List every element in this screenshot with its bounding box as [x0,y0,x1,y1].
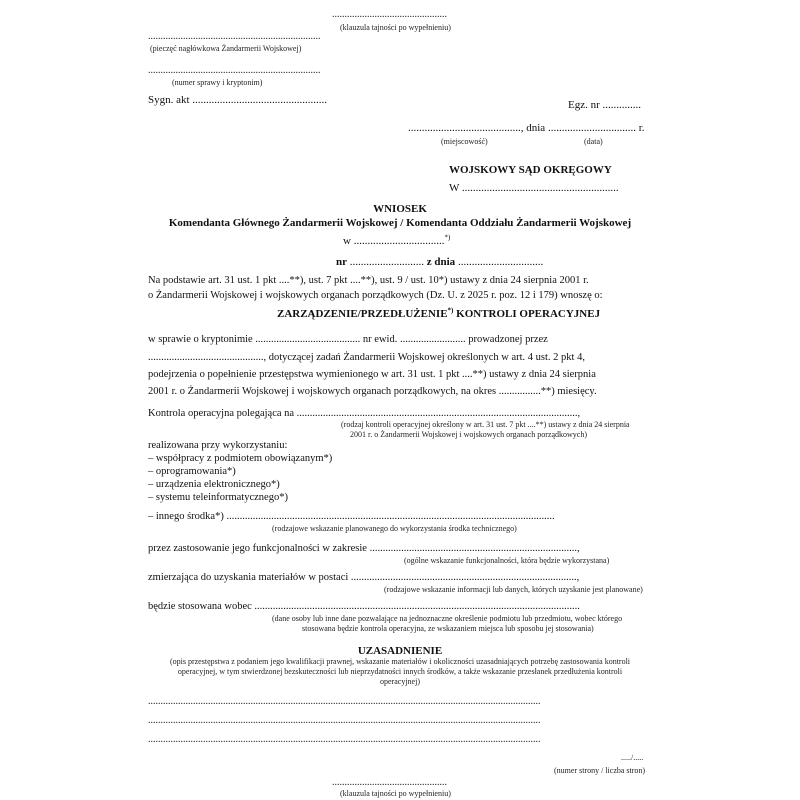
case-line-3: podejrzenia o popełnienie przestępstwa wymienionego w art. 31 ust. 1 pkt ....**) ustawy z dnia 24 sierpnia [148,369,596,380]
case-line-1: w sprawie o kryptonimie ........................................ nr ewid. ......................... prowadzonej przez [148,334,548,345]
against-note-2: stosowana będzie kontrola operacyjna, ze wskazaniem miejsca lub sposobu jej stosowania) [302,624,594,633]
sygn-akt-line: Sygn. akt ................................................. [148,94,328,106]
bottom-clause-dots: .............................................. [332,777,447,788]
materials-note: (rodzajowe wskazanie informacji lub danych, których uzyskanie jest planowane) [384,585,643,594]
control-note-1: (rodzaj kontroli operacyjnej określony w art. 31 ust. 7 pkt ....**) ustawy z dnia 24 sierpnia [341,420,630,429]
stamp-label: (pieczęć nagłówkowa Żandarmerii Wojskowej) [150,44,302,53]
against-line: będzie stosowana wobec ............................................................................................................................ [148,601,580,612]
request-title: WNIOSEK [373,203,427,215]
case-line-2: ............................................, dotyczącej zadań Żandarmerii Wojskowej określonych w art. 4 ust. 2 pkt 4, [148,352,585,363]
control-line: Kontrola operacyjna polegająca na ..........................................................................................................., [148,408,581,419]
court-w-line: W ......................................................... [449,182,619,194]
justification-line-1: ............................................................................................................................................................. [148,696,541,707]
realized-label: realizowana przy wykorzystaniu: [148,440,288,451]
place-label: (miejscowość) [441,137,488,146]
justification-line-2: ............................................................................................................................................................. [148,715,541,726]
justification-note-1: (opis przestępstwa z podaniem jego kwalifikacji prawnej, wskazanie materiałów i okoliczności uzasadniających potrzebę zastosowania kontroli [169,657,631,666]
functionality-note: (ogólne wskazanie funkcjonalności, która będzie wykorzystana) [404,556,610,565]
date-label: (data) [584,137,603,146]
request-nr-date-line: nr ........................... z dnia ............................... [336,256,544,268]
egz-nr-line: Egz. nr .............. [568,99,642,111]
basis-line-1: Na podstawie art. 31 ust. 1 pkt ....**), ust. 7 pkt ....**), ust. 9 / ust. 10*) ustawy z dnia 24 sierpnia 2001 r. [148,275,589,286]
justification-note-2: operacyjnej, w tym stwierdzonej bezskuteczności lub nieprzydatności innych środków, a także wskazanie przesłanek przedłużenia kontroli [177,667,623,676]
bottom-clause-label: (klauzula tajności po wypełnieniu) [340,789,451,798]
justification-note-3: operacyjnej) [380,677,420,686]
case-line-4: 2001 r. o Żandarmerii Wojskowej i wojskowych organach porządkowych, na okres ................**) miesięcy. [148,386,597,397]
justification-line-3: ............................................................................................................................................................. [148,734,541,745]
case-number-dots: ..................................................................... [148,65,321,76]
means-item-2: – oprogramowania*) [148,466,236,477]
means-item-1: – współpracy z podmiotem obowiązanym*) [148,453,333,464]
basis-line-2: o Żandarmerii Wojskowej i wojskowych organach porządkowych (Dz. U. z 2025 r. poz. 12 i 179) wnoszę o: [148,290,603,301]
top-clause-label: (klauzula tajności po wypełnieniu) [340,23,451,32]
case-number-label: (numer sprawy i kryptonim) [172,78,263,87]
page-number-label: (numer strony / liczba stron) [554,766,646,775]
top-clause-dots: .............................................. [332,9,447,20]
order-title: ZARZĄDZENIE/PRZEDŁUŻENIE*) KONTROLI OPERACYJNEJ [277,306,601,320]
functionality-line: przez zastosowanie jego funkcjonalności w zakresie ..............................................................................., [148,543,580,554]
means-item-3: – urządzenia elektronicznego*) [148,479,280,490]
stamp-dots: ..................................................................... [148,31,321,42]
against-note-1: (dane osoby lub inne dane pozwalające na jednoznaczne określenie podmiotu lub przedmiotu, wobec którego [272,614,623,623]
means-item-4: – systemu teleinformatycznego*) [148,492,288,503]
justification-title: UZASADNIENIE [357,645,443,657]
request-subtitle: Komendanta Głównego Żandarmerii Wojskowej / Komendanta Oddziału Żandarmerii Wojskowej [168,217,632,229]
page-number-dots: ...../..... [621,753,644,762]
other-means-note: (rodzajowe wskazanie planowanego do wykorzystania środka technicznego) [272,524,517,533]
control-note-2: 2001 r. o Żandarmerii Wojskowej i wojskowych organach porządkowych) [350,430,588,439]
materials-line: zmierzająca do uzyskania materiałów w postaci ......................................................................................, [148,572,580,583]
other-means-line: – innego środka*) ............................................................................................................................. [148,511,555,522]
place-date-line: ........................................., dnia ................................ r. [408,122,645,134]
request-w-line: w .................................*) [343,233,451,247]
court-title: WOJSKOWY SĄD OKRĘGOWY [449,164,612,176]
